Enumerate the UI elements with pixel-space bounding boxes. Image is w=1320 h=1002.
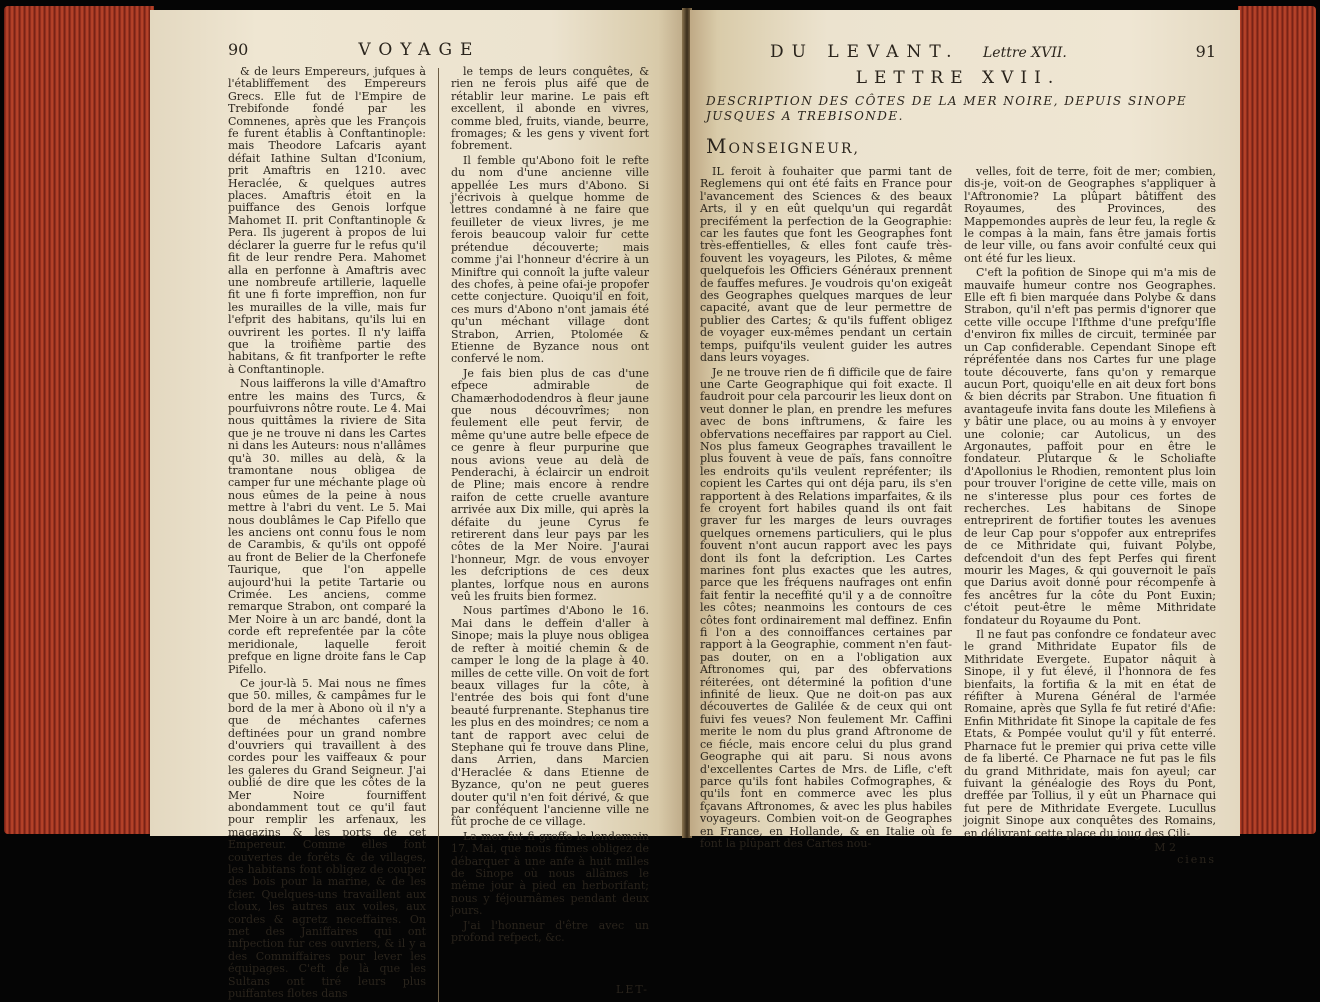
right-running-head bbox=[700, 42, 1216, 62]
left-page bbox=[150, 10, 685, 1001]
right-page bbox=[690, 10, 1240, 867]
paragraph: le temps de leurs conquêtes, & rien ne ferois plus aifé que de rétablir leur marine. Le pais eft excellent, il abonde en vivres, comme bled, fruits, viande, beurre, fromages; & les gens y vivent fort fobrement. bbox=[451, 65, 649, 153]
paragraph: C'eft la pofition de Sinope qui m'a mis de mauvaife humeur contre nos Geographes. Elle eft fi bien marquée dans Polybe & dans Strabon, qu'il n'eft pas permis d'ignorer que cette ville occupe l'Ifthme d'une prefqu'Ifle d'environ fix milles de circuit, terminée par un Cap confiderable. Cependant Sinope eft répréfentée dans nos Cartes fur une plage toute découverte, fans qu'on y remarque aucun Port, quoiqu'elle en ait deux fort bons & bien décrits par Strabon. Une fituation fi avantageufe invita fans doute les Milefiens à y bâtir une place, ou au moins à y envoyer une colonie; car Autolicus, un des Argonautes, paffoit pour en être le fondateur. Plutarque & le Scholiafte d'Apollonius le Rhodien, remontent plus loin pour trouver l'origine de cette ville, mais on ne s'interesse plus pour ces fortes de recherches. Les habitans de Sinope entreprirent de fortifier toutes les avenues de leur Cap pour s'oppofer aux entreprifes de ce Mithridate qui, fuivant Polybe, defcendoit d'un des fept Perfes qui firent mourir les Mages, & qui gouvernoit le païs que Darius avoit donné pour récompenfe à fes ancêtres fur la côte du Pont Euxin; c'étoit peut-être le même Mithridate fondateur du Royaume du Pont. bbox=[964, 266, 1216, 627]
right-head-title: DU LEVANT. bbox=[770, 42, 960, 62]
paragraph: Nous partîmes d'Abono le 16. Mai dans le deffein d'aller à Sinope; mais la pluye nous obligea de refter à moitié chemin & de camper le long de la plage à 40. milles de cette ville. On voit de fort beaux villages fur la côte, à l'entrée des bois qui font d'une beauté furprenante. Stephanus tire les plus en des moindres; ce nom a tant de rapport avec celui de Stephane qui fe trouve dans Pline, dans Arrien, dans Marcien d'Heraclée & dans Etienne de Byzance, qu'on ne peut gueres douter qu'il n'en foit dérivé, & que par conféquent l'ancienne ville ne fût proche de ce village. bbox=[451, 604, 649, 829]
left-column-2 bbox=[451, 66, 649, 1002]
paragraph: Il femble qu'Abono foit le refte du nom d'une ancienne ville appellée Les murs d'Abono. Si j'écrivois à quelque homme de lettres condamné à ne faire que feuilleter de vieux livres, je me ferois beaucoup valoir fur cette prétendue découverte; mais comme j'ai l'honneur d'écrire à un Miniftre qui connoît la jufte valeur des chofes, à peine ofai-je propofer cette conjecture. Quoiqu'il en foit, ces murs d'Abono n'ont jamais été qu'un méchant village dont Strabon, Arrien, Ptolomée & Etienne de Byzance nous ont confervé le nom. bbox=[451, 153, 649, 366]
left-page-number: 90 bbox=[228, 40, 249, 59]
left-running-head bbox=[228, 40, 649, 60]
paragraph: La mer fut fi groffe le lendemain 17. Mai, que nous fûmes obligez de débarquer à une anfe à huit milles de Sinope où nous allâmes le même jour à pied en herborifant; nous y féjournâmes pendant deux jours. bbox=[451, 829, 649, 918]
right-catchword: ciens bbox=[1177, 853, 1216, 867]
left-column-1 bbox=[228, 66, 426, 1002]
paragraph: Il ne faut pas confondre ce fondateur avec le grand Mithridate Eupator fils de Mithridate Evergete. Eupator nâquit à Sinope, il y fut élevé, il l'honnora de fes bienfaits, la fortifia & la mit en état de réfifter à Murena Général de l'armée Romaine, après que Sylla fe fut retiré d'Afie: Enfin Mithridate fit Sinope la capitale de fes Etats, & Pompée voulut qu'il y fût enterré. Pharnace fut le premier qui priva cette ville de fa liberté. Ce Pharnace ne fut pas le fils du grand Mithridate, mais fon ayeul; car fuivant la généalogie des Roys du Pont, dreffée par Tollius, il y eût un Pharnace qui fut pere de Mithridate Evergete. Lucullus joignit Sinope aux conquêtes des Romains, en délivrant cette place du joug des Cili- bbox=[964, 628, 1216, 840]
letter-title: LETTRE XVII. bbox=[855, 68, 1061, 88]
column-rule bbox=[438, 68, 439, 1002]
paragraph: Ce jour-là 5. Mai nous ne fîmes que 50. milles, & campâmes fur le bord de la mer à Abono où il n'y a que de méchantes cafernes deftinées pour un grand nombre d'ouvriers qui travaillent à des cordes pour les vaiffeaux & pour les galeres du Grand Seigneur. J'ai oublié de dire que les côtes de la Mer Noire fourniffent abondamment tout ce qu'il faut pour remplir les arfenaux, les magazins & les ports de cet Empereur. Comme elles font couvertes de forêts & de villages, les habitans font obligez de couper des bois pour la marine, & de les fcier. Quelques-uns travaillent aux cloux, les autres aux voiles, aux cordes & agretz neceffaires. On met des Janiffaires qui ont infpection fur ces ouvriers, & il y a des Commiffaires pour lever les équipages. C'eft de là que les Sultans ont tiré leurs plus puiffantes flotes dans bbox=[228, 676, 426, 1001]
paragraph: IL feroit à fouhaiter que parmi tant de Reglemens qui ont été faits en France pour l'avancement des Sciences & des beaux Arts, il y en eût quelqu'un qui regardât precifément la perfection de la Geographie: car les fautes que font les Geographes font très-effentielles, & elles font caufe très-fouvent les voyageurs, les Pilotes, & même quelquefois les Officiers Généraux prennent de fauffes mefures. Je voudrois qu'on exigeât des Geographes quelques marques de leur capacité, avant que de leur permettre de publier des Cartes; & qu'ils fuffent obligez de voyager eux-mêmes pendant un certain temps, puifqu'ils veulent guider les autres dans leurs voyages. bbox=[700, 165, 952, 365]
salutation-initial: M bbox=[706, 134, 729, 158]
paragraph: J'ai l'honneur d'être avec un profond refpect, &c. bbox=[451, 918, 649, 945]
signature-mark: M 2 bbox=[1154, 840, 1176, 854]
right-page-number: 91 bbox=[1195, 42, 1216, 61]
paragraph: Je fais bien plus de cas d'une efpece admirable de Chamærhododendros à fleur jaune que nous découvrîmes; non feulement elle peut fervir, de même qu'une autre belle efpece de ce genre à fleur purpurine que nous avions veue au delà de Penderachi, à éclaircir un endroit de Pline; mais encore à rendre raifon de cette cruelle avanture arrivée aux Dix mille, qui après la défaite du jeune Cyrus fe retirerent dans leur pays par les côtes de la Mer Noire. J'aurai l'honneur, Mgr. de vous envoyer les defcriptions de ces deux plantes, lorfque nous en aurons veû les fruits bien formez. bbox=[451, 366, 649, 604]
letter-subtitle: DESCRIPTION DES CÔTES DE LA MER NOIRE, DEPUIS SINOPE JUSQUES A TREBISONDE. bbox=[706, 94, 1188, 123]
right-column-1 bbox=[700, 166, 952, 867]
paragraph: Nous laifferons la ville d'Amaftro entre les mains des Turcs, & pourfuivrons nôtre route. Le 4. Mai nous quittâmes la riviere de Sita que je ne trouve ni dans les Cartes ni dans les Auteurs: nous n'allâmes qu'à 30. milles au delà, & la tramontane nous obligea de camper fur une méchante plage où nous eûmes de la peine à nous mettre à l'abri du vent. Le 5. Mai nous doublâmes le Cap Pifello que les anciens ont connu fous le nom de Carambis, & qu'ils ont oppofé au front de Belier de la Cherfonefe Taurique, que l'on appelle aujourd'hui la petite Tartarie ou Crimée. Les anciens, comme remarque Strabon, ont comparé la Mer Noire à un arc bandé, dont la corde eft reprefentée par la côte meridionale, laquelle feroit prefque en ligne droite fans le Cap Pifello. bbox=[228, 377, 426, 676]
right-head-letter: Lettre XVII. bbox=[983, 45, 1067, 61]
left-head-title: VOYAGE bbox=[358, 40, 481, 60]
paragraph: velles, foit de terre, foit de mer; combien, dis-je, voit-on de Geographes s'appliquer à l'Aftronomie? La plûpart bâtiffent des Royaumes, des Provinces, des Mappemondes auprès de leur feu, la regle & le compas à la main, fans être jamais fortis de leur ville, ou fans avoir confulté ceux qui ont été fur les lieux. bbox=[964, 165, 1216, 265]
salutation bbox=[706, 134, 1216, 158]
paragraph: & de leurs Empereurs, jufques à l'établiffement des Empereurs Grecs. Elle fut de l'Empire de Trebifonde fondé par les Comnenes, après que les François fe furent établis à Conftantinople: mais Theodore Lafcaris ayant défait Iathine Sultan d'Iconium, prit Amaftris en 1210. avec Heraclée, & quelques autres places. Amaftris étoit en la puiffance des Genois lorfque Mahomet II. prit Conftantinople & Pera. Ils jugerent à propos de lui déclarer la guerre fur le refus qu'il fit de leur rendre Pera. Mahomet alla en perfonne à Amaftris avec une nombreufe artillerie, laquelle fit une fi forte impreffion, non fur les murailles de la ville, mais fur l'efprit des habitans, qu'ils lui en ouvrirent les portes. Il n'y laiffa que la troifième partie des habitans, & fit tranfporter le refte à Conftantinople. bbox=[228, 65, 426, 376]
left-catchword: LET- bbox=[616, 983, 649, 997]
right-columns bbox=[700, 166, 1216, 867]
right-column-2 bbox=[964, 166, 1216, 867]
salutation-rest: ONSEIGNEUR, bbox=[728, 141, 860, 157]
left-columns bbox=[228, 66, 649, 1002]
paragraph: Je ne trouve rien de fi difficile que de faire une Carte Geographique qui foit exacte. Il faudroit pour cela parcourir les lieux dont on veut donner le plan, en prendre les mefures avec de bons inftrumens, & faire les obfervations neceffaires par rapport au Ciel. Nos plus fameux Geographes travaillent le plus fouvent à veue de païs, fans connoître les endroits qu'ils veulent repréfenter; ils copient les Cartes qui ont déja paru, ils s'en rapportent à des Relations imparfaites, & ils fe croyent fort habiles quand ils ont fait graver fur les marges de leurs ouvrages quelques ornemens particuliers, qui le plus fouvent n'ont aucun rapport avec les pays dont ils font la defcription. Les Cartes marines font plus exactes que les autres, parce que les fréquens naufrages ont enfin fait fentir la neceffité qu'il y a de connoître les côtes; neanmoins les contours de ces côtes font ordinairement mal deffinez. Enfin fi l'on a des connoiffances certaines par rapport à la Geographie, comment n'en faut-pas douter, on en a l'obligation aux Aftronomes qui, par des obfervations réiterées, ont déterminé la pofition d'une infinité de lieux. Que ne doit-on pas aux découvertes de Galilée & de ceux qui ont fuivi fes veues? Non feulement Mr. Caffini merite le nom du plus grand Aftronome de ce fiécle, mais encore celui du plus grand Geographe qui ait paru. Si nous avons d'excellentes Cartes de Mrs. de Lifle, c'eft parce qu'ils font habiles Cofmographes, & qu'ils font en commerce avec les plus fçavans Aftronomes, & avec les plus habiles voyageurs. Combien voit-on de Geographes en France, en Hollande, & en Italie où fe font la plûpart des Cartes nou- bbox=[700, 365, 952, 850]
book-page-edges-right bbox=[1238, 6, 1316, 834]
book-page-edges-left bbox=[4, 6, 154, 834]
